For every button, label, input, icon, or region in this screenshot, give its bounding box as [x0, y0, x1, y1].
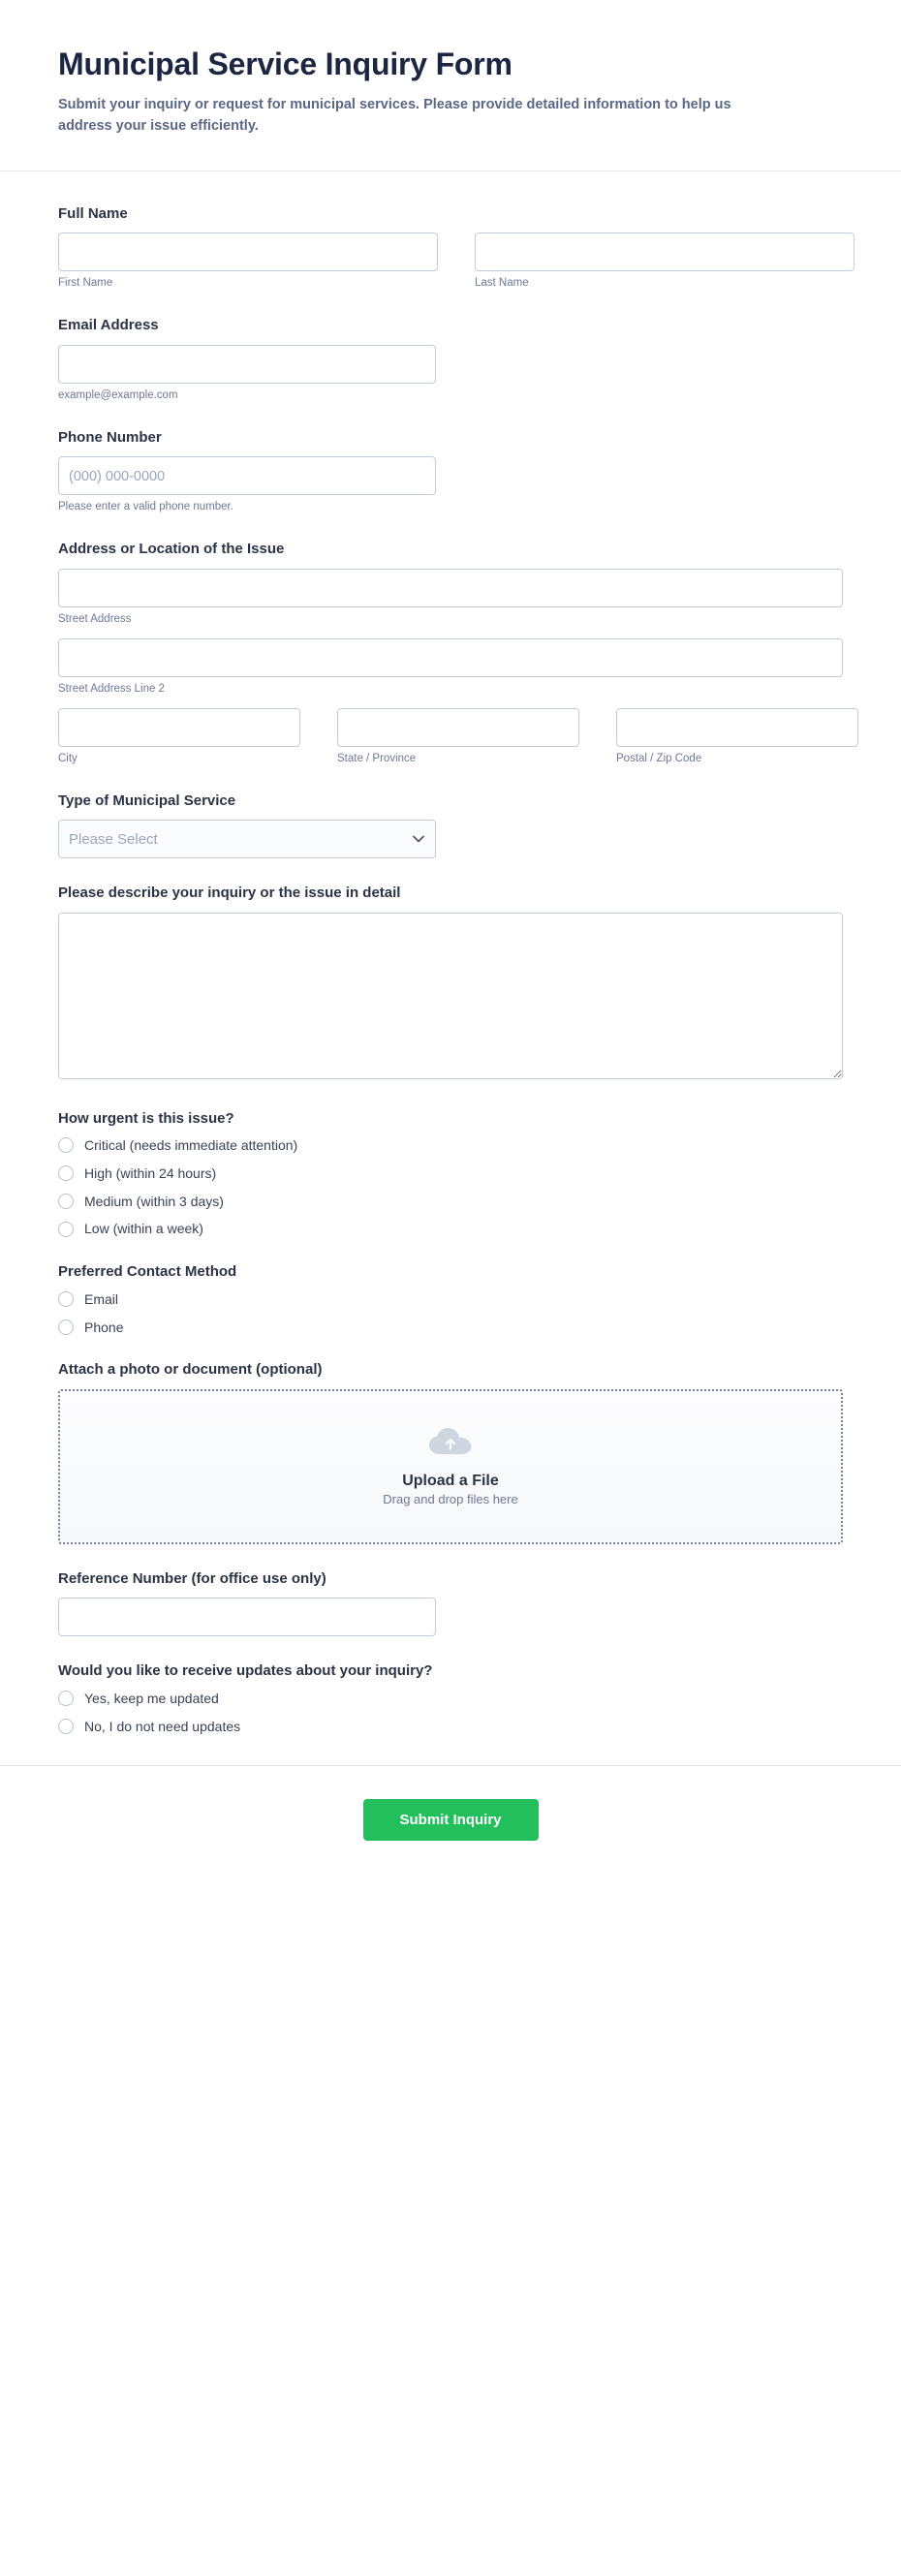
field-reference-number: [58, 1569, 843, 1637]
updates-label: Would you like to receive updates about your inquiry?: [58, 1662, 433, 1680]
field-phone: [58, 428, 843, 514]
radio-icon: [58, 1194, 74, 1209]
full-name-row: [58, 233, 843, 291]
updates-option-label: Yes, keep me updated: [84, 1690, 219, 1706]
radio-icon: [58, 1137, 74, 1153]
email-sublabel: example@example.com: [58, 388, 178, 401]
city-input[interactable]: [58, 708, 300, 747]
phone-sublabel: Please enter a valid phone number.: [58, 501, 233, 513]
updates-option-yes[interactable]: [58, 1691, 843, 1707]
field-email: [58, 316, 843, 402]
reference-number-label: Reference Number (for office use only): [58, 1569, 326, 1587]
state-col: [337, 708, 579, 766]
urgency-option-label: Low (within a week): [84, 1221, 203, 1237]
field-contact-method: [58, 1262, 843, 1335]
radio-icon: [58, 1291, 74, 1307]
upload-hint: Drag and drop files here: [383, 1491, 518, 1506]
reference-number-input[interactable]: [58, 1598, 436, 1636]
field-full-name: [58, 204, 843, 291]
address-label: Address or Location of the Issue: [58, 541, 285, 558]
cloud-upload-icon: [428, 1427, 473, 1463]
contact-method-radio-group: [58, 1291, 843, 1336]
service-type-label: Type of Municipal Service: [58, 791, 236, 809]
phone-label: Phone Number: [58, 428, 162, 446]
email-label: Email Address: [58, 317, 159, 334]
city-sublabel: City: [58, 752, 78, 764]
full-name-label: Full Name: [58, 204, 128, 222]
urgency-option-label: Medium (within 3 days): [84, 1193, 224, 1209]
urgency-label: How urgent is this issue?: [58, 1109, 234, 1127]
form-header: [0, 0, 901, 171]
radio-icon: [58, 1719, 74, 1734]
contact-method-option-label: Phone: [84, 1319, 124, 1335]
urgency-option-high[interactable]: [58, 1165, 843, 1182]
urgency-option-label: High (within 24 hours): [84, 1164, 217, 1181]
radio-icon: [58, 1222, 74, 1237]
radio-icon: [58, 1319, 74, 1335]
field-attachment: [58, 1360, 843, 1544]
street-address-sublabel: Street Address: [58, 612, 132, 625]
page-title: Municipal Service Inquiry Form: [58, 47, 513, 81]
zip-col: [616, 708, 858, 766]
description-label: Please describe your inquiry or the issue in detail: [58, 885, 401, 902]
postal-zip-sublabel: Postal / Zip Code: [616, 752, 702, 764]
form-footer: [0, 1765, 901, 1887]
service-type-select[interactable]: [58, 820, 436, 858]
first-name-col: [58, 233, 438, 291]
last-name-col: [475, 233, 854, 291]
street-address-2-sublabel: Street Address Line 2: [58, 682, 165, 695]
email-field[interactable]: [58, 345, 436, 384]
urgency-option-critical[interactable]: [58, 1137, 843, 1154]
field-service-type: [58, 791, 843, 859]
contact-method-option-phone[interactable]: [58, 1319, 843, 1336]
submit-inquiry-button[interactable]: Submit Inquiry: [363, 1799, 539, 1841]
state-province-input[interactable]: [337, 708, 579, 747]
updates-option-no[interactable]: [58, 1719, 843, 1735]
form-subtitle: Submit your inquiry or request for municipal services. Please provide detailed information to help us address your issue efficiently.: [58, 97, 731, 135]
updates-radio-group: [58, 1691, 843, 1735]
radio-icon: [58, 1691, 74, 1706]
service-type-selected-value: Please Select: [58, 820, 436, 858]
street-address-input[interactable]: [58, 569, 843, 607]
field-description: [58, 884, 843, 1084]
field-urgency: [58, 1109, 843, 1238]
state-province-sublabel: State / Province: [337, 752, 417, 764]
form-body: [0, 171, 901, 1735]
urgency-option-medium[interactable]: [58, 1194, 843, 1210]
updates-option-label: No, I do not need updates: [84, 1718, 241, 1734]
city-col: [58, 708, 300, 766]
field-updates: [58, 1661, 843, 1734]
contact-method-option-label: Email: [84, 1290, 119, 1307]
last-name-sublabel: Last Name: [475, 277, 529, 290]
phone-input[interactable]: [58, 456, 436, 495]
contact-method-label: Preferred Contact Method: [58, 1263, 237, 1281]
last-name-input[interactable]: [475, 233, 854, 271]
postal-zip-input[interactable]: [616, 708, 858, 747]
address-city-row: [58, 708, 843, 766]
description-textarea[interactable]: [58, 913, 843, 1079]
radio-icon: [58, 1165, 74, 1181]
first-name-sublabel: First Name: [58, 277, 113, 290]
urgency-option-label: Critical (needs immediate attention): [84, 1137, 298, 1154]
street-address-2-input[interactable]: [58, 638, 843, 677]
upload-title: Upload a File: [402, 1472, 499, 1489]
attachment-label: Attach a photo or document (optional): [58, 1361, 323, 1379]
first-name-input[interactable]: [58, 233, 438, 271]
urgency-radio-group: [58, 1137, 843, 1237]
file-upload-dropzone[interactable]: [58, 1389, 843, 1544]
contact-method-option-email[interactable]: [58, 1291, 843, 1308]
urgency-option-low[interactable]: [58, 1221, 843, 1237]
field-address: [58, 540, 843, 765]
